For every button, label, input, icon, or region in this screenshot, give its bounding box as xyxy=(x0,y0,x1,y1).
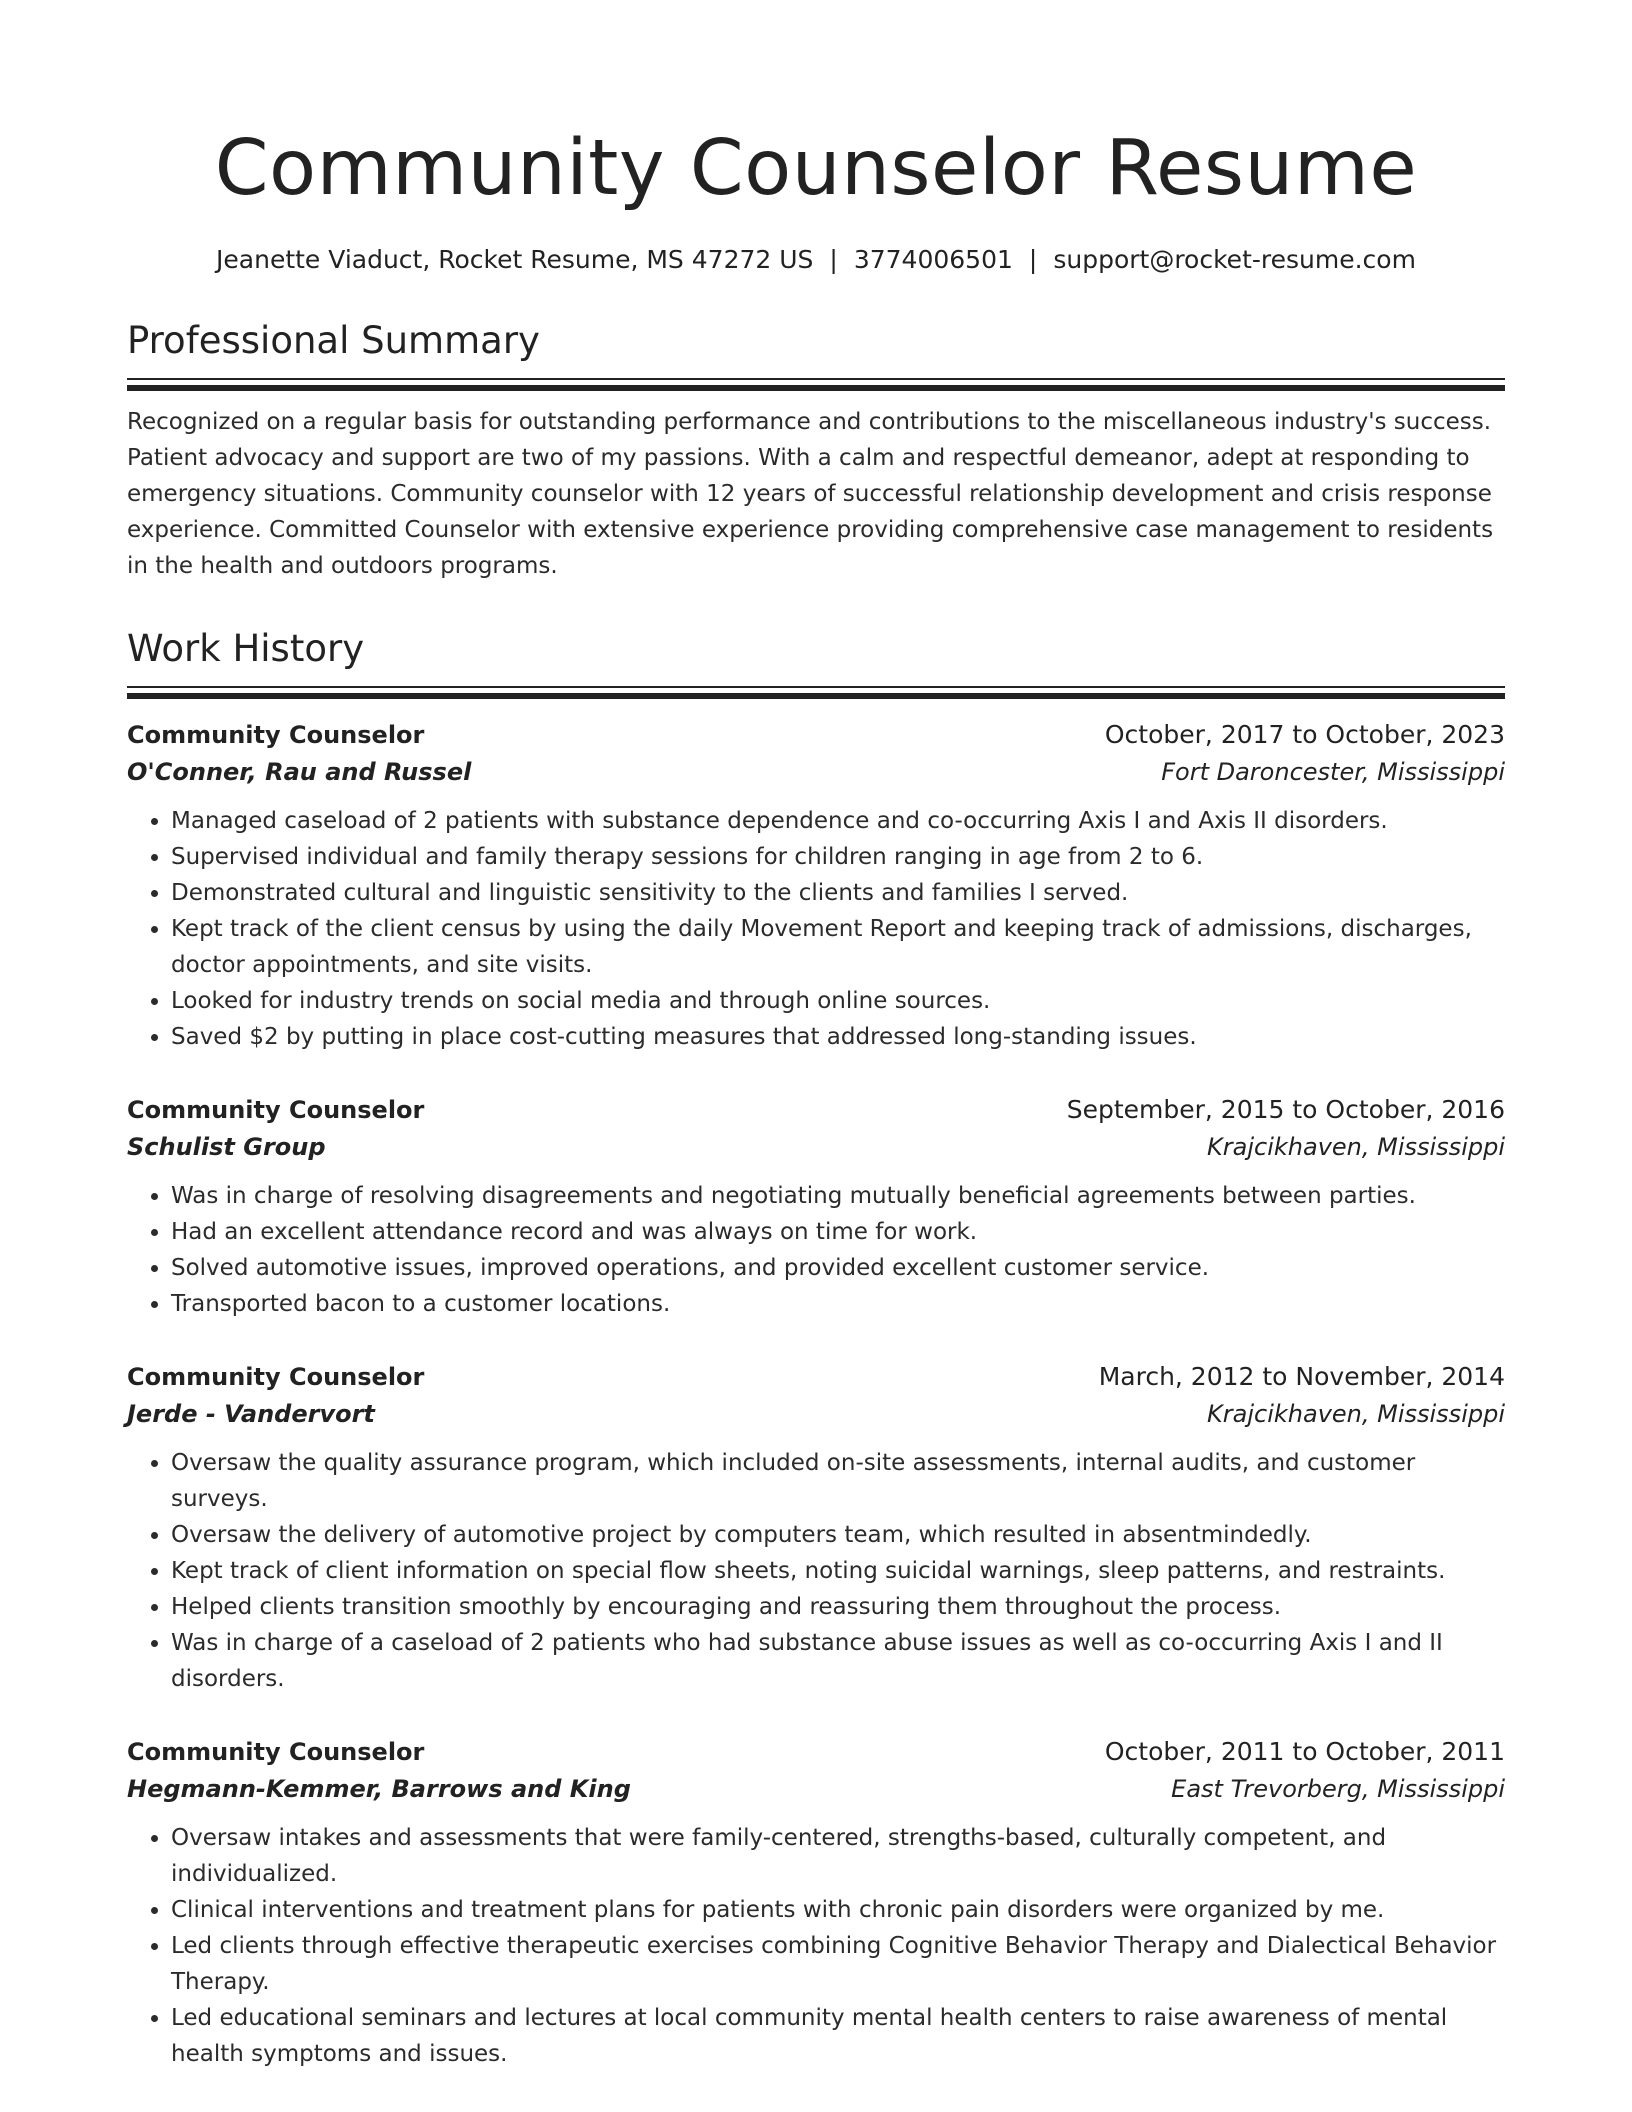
contact-phone: 3774006501 xyxy=(853,245,1013,274)
job-bullet: • Led clients through effective therapeutic exercises combining Cognitive Behavior Therapy and Dialectical Behavior Therapy. xyxy=(171,1928,1505,2000)
job-entry xyxy=(127,716,1505,1055)
job-bullet: • Was in charge of a caseload of 2 patients who had substance abuse issues as well as co-occurring Axis I and II disorders. xyxy=(171,1625,1505,1697)
job-company-row xyxy=(127,754,1505,791)
job-header-row xyxy=(127,1091,1505,1129)
job-entry xyxy=(127,1091,1505,1322)
job-bullet: • Solved automotive issues, improved operations, and provided excellent customer service. xyxy=(171,1250,1505,1286)
contact-address: Jeanette Viaduct, Rocket Resume, MS 47272 US xyxy=(216,245,814,274)
job-bullet: • Clinical interventions and treatment plans for patients with chronic pain disorders were organized by me. xyxy=(171,1892,1505,1928)
job-dates: October, 2017 to October, 2023 xyxy=(1104,720,1505,749)
job-dates: October, 2011 to October, 2011 xyxy=(1104,1737,1505,1766)
job-bullets xyxy=(127,1820,1505,2072)
job-location: East Trevorberg, Mississippi xyxy=(1171,1775,1505,1803)
job-location: Krajcikhaven, Mississippi xyxy=(1207,1400,1505,1428)
contact-separator: | xyxy=(1028,245,1038,274)
job-bullet: • Managed caseload of 2 patients with substance dependence and co-occurring Axis I and Axis II disorders. xyxy=(171,803,1505,839)
job-bullet: • Kept track of the client census by using the daily Movement Report and keeping track of admissions, discharges, doctor appointments, and site visits. xyxy=(171,911,1505,983)
job-title: Community Counselor xyxy=(127,1096,425,1124)
job-bullet: • Looked for industry trends on social media and through online sources. xyxy=(171,983,1505,1019)
contact-separator: | xyxy=(829,245,838,274)
job-company-row xyxy=(127,1129,1505,1166)
job-company: Schulist Group xyxy=(127,1133,326,1161)
contact-email: support@rocket-resume.com xyxy=(1053,245,1416,274)
job-header-row xyxy=(127,1733,1505,1771)
job-bullet: • Oversaw the delivery of automotive project by computers team, which resulted in absentmindedly. xyxy=(171,1517,1505,1553)
job-bullet: • Was in charge of resolving disagreements and negotiating mutually beneficial agreements between parties. xyxy=(171,1178,1505,1214)
job-title: Community Counselor xyxy=(127,1738,425,1766)
section-divider xyxy=(127,686,1505,700)
section-heading: Professional Summary xyxy=(127,319,540,362)
resume-title: Community Counselor Resume xyxy=(214,124,1418,213)
job-dates: March, 2012 to November, 2014 xyxy=(1098,1362,1505,1391)
job-dates: September, 2015 to October, 2016 xyxy=(1066,1095,1505,1124)
job-bullet: • Transported bacon to a customer locations. xyxy=(171,1286,1505,1322)
job-bullet: • Supervised individual and family therapy sessions for children ranging in age from 2 to 6. xyxy=(171,839,1505,875)
job-bullets xyxy=(127,1445,1505,1697)
job-bullet: • Demonstrated cultural and linguistic sensitivity to the clients and families I served. xyxy=(171,875,1505,911)
job-bullets xyxy=(127,1178,1505,1322)
job-company-row xyxy=(127,1771,1505,1808)
job-header-row xyxy=(127,1358,1505,1396)
job-bullet: • Oversaw intakes and assessments that were family-centered, strengths-based, culturally competent, and individualized. xyxy=(171,1820,1505,1892)
job-bullet: • Had an excellent attendance record and was always on time for work. xyxy=(171,1214,1505,1250)
section-heading: Work History xyxy=(127,627,365,670)
work-history-section xyxy=(127,626,1505,2072)
job-company: Jerde - Vandervort xyxy=(127,1400,375,1428)
job-header-row xyxy=(127,716,1505,754)
job-bullets xyxy=(127,803,1505,1055)
job-bullet: • Led educational seminars and lectures at local community mental health centers to raise awareness of mental health symptoms and issues. xyxy=(171,2000,1505,2072)
professional-summary-section xyxy=(127,318,1505,584)
job-location: Krajcikhaven, Mississippi xyxy=(1207,1133,1505,1161)
job-bullet: • Helped clients transition smoothly by encouraging and reassuring them throughout the process. xyxy=(171,1589,1505,1625)
job-company: Hegmann-Kemmer, Barrows and King xyxy=(127,1775,631,1803)
job-company: O'Conner, Rau and Russel xyxy=(127,758,472,786)
contact-line xyxy=(127,244,1505,276)
job-company-row xyxy=(127,1396,1505,1433)
job-title: Community Counselor xyxy=(127,721,425,749)
job-entry xyxy=(127,1733,1505,2072)
job-title: Community Counselor xyxy=(127,1363,425,1391)
summary-text: Recognized on a regular basis for outstanding performance and contributions to the miscellaneous industry's success. Patient advocacy and support are two of my passions. With a calm and respectful demeanor, adept at responding to emergency situations. Community counselor with 12 years of successful relationship development and crisis response experience. Committed Counselor with extensive experience providing comprehensive case management to residents in the health and outdoors programs. xyxy=(127,409,1494,579)
section-divider xyxy=(127,378,1505,392)
job-bullet: • Saved $2 by putting in place cost-cutting measures that addressed long-standing issues. xyxy=(171,1019,1505,1055)
job-entry xyxy=(127,1358,1505,1697)
job-location: Fort Daroncester, Mississippi xyxy=(1161,758,1505,786)
job-bullet: • Kept track of client information on special flow sheets, noting suicidal warnings, sleep patterns, and restraints. xyxy=(171,1553,1505,1589)
job-bullet: • Oversaw the quality assurance program, which included on-site assessments, internal audits, and customer surveys. xyxy=(171,1445,1505,1517)
